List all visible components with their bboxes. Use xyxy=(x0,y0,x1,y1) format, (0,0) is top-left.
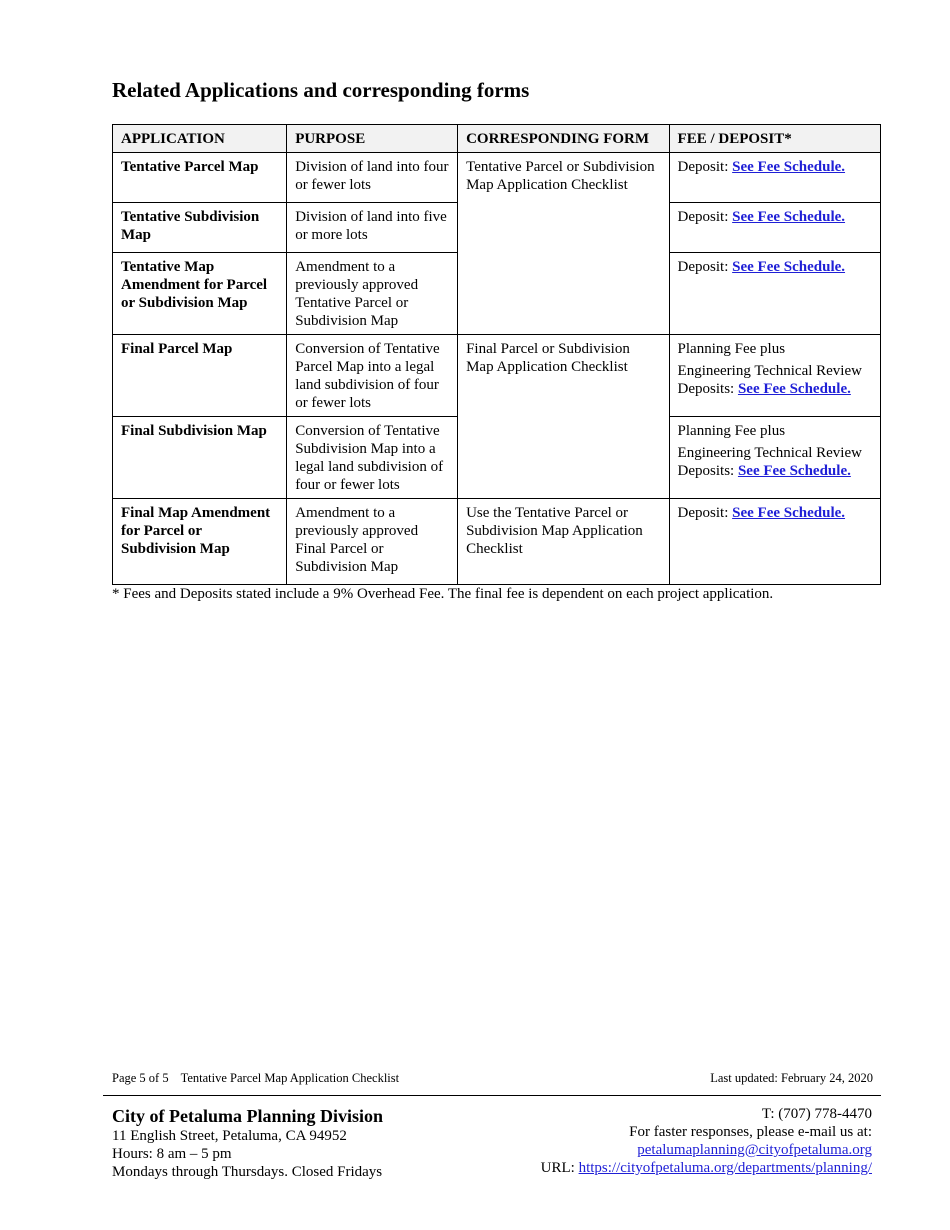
page-footer-meta xyxy=(112,1071,873,1086)
page-number: Page 5 of 5 xyxy=(112,1071,169,1085)
fee-engineering-text: Engineering Technical Review Deposits: xyxy=(677,363,862,397)
website-link[interactable]: https://cityofpetaluma.org/departments/planning/ xyxy=(578,1160,872,1176)
fee-footnote: * Fees and Deposits stated include a 9% Overhead Fee. The final fee is dependent on each project application. xyxy=(112,586,774,602)
fee-prefix: Deposit: xyxy=(677,209,729,225)
footer-divider xyxy=(103,1095,881,1096)
header-form: CORRESPONDING FORM xyxy=(458,125,669,153)
fee-line-planning: Planning Fee plus xyxy=(677,341,786,357)
table-header-row xyxy=(113,125,881,153)
purpose-cell: Conversion of Tentative Parcel Map into a legal land subdivision of four or fewer lots xyxy=(287,335,458,417)
purpose-cell: Division of land into four or fewer lots xyxy=(287,153,458,203)
application-cell: Final Map Amendment for Parcel or Subdivision Map xyxy=(113,499,287,585)
form-cell-final: Final Parcel or Subdivision Map Application Checklist xyxy=(458,335,669,499)
document-title: Tentative Parcel Map Application Checklist xyxy=(180,1071,400,1085)
application-cell: Final Subdivision Map xyxy=(113,417,287,499)
fee-cell xyxy=(669,499,880,585)
application-cell: Tentative Map Amendment for Parcel or Subdivision Map xyxy=(113,253,287,335)
fee-cell xyxy=(669,203,880,253)
page-title: Related Applications and corresponding forms xyxy=(112,78,530,102)
fee-engineering-text: Engineering Technical Review Deposits: xyxy=(677,445,862,479)
email-link[interactable]: petalumaplanning@cityofpetaluma.org xyxy=(637,1142,872,1158)
header-fee: FEE / DEPOSIT* xyxy=(669,125,880,153)
fee-schedule-link[interactable]: See Fee Schedule. xyxy=(732,259,846,275)
purpose-cell: Amendment to a previously approved Tentative Parcel or Subdivision Map xyxy=(287,253,458,335)
fee-line-engineering xyxy=(678,444,872,480)
applications-table xyxy=(112,124,881,585)
header-application: APPLICATION xyxy=(113,125,287,153)
footer-contact-right xyxy=(541,1105,872,1177)
phone: T: (707) 778-4470 xyxy=(761,1106,872,1122)
fee-line-planning: Planning Fee plus xyxy=(677,423,786,439)
fee-cell xyxy=(669,253,880,335)
purpose-cell: Conversion of Tentative Subdivision Map into a legal land subdivision of four or fewer lots xyxy=(287,417,458,499)
fee-schedule-link[interactable]: See Fee Schedule. xyxy=(732,159,846,175)
table-row xyxy=(113,153,881,203)
form-cell-amendment: Use the Tentative Parcel or Subdivision Map Application Checklist xyxy=(458,499,669,585)
fee-schedule-link[interactable]: See Fee Schedule. xyxy=(732,505,846,521)
purpose-cell: Amendment to a previously approved Final Parcel or Subdivision Map xyxy=(287,499,458,585)
fee-schedule-link[interactable]: See Fee Schedule. xyxy=(737,463,851,479)
last-updated: Last updated: February 24, 2020 xyxy=(710,1071,873,1085)
fee-cell xyxy=(669,153,880,203)
table-row xyxy=(113,335,881,417)
form-cell-tentative: Tentative Parcel or Subdivision Map Application Checklist xyxy=(458,153,669,335)
fee-prefix: Deposit: xyxy=(677,159,729,175)
application-cell: Tentative Parcel Map xyxy=(113,153,287,203)
organization-name: City of Petaluma Planning Division xyxy=(112,1106,384,1126)
fee-cell xyxy=(669,417,880,499)
fee-prefix: Deposit: xyxy=(677,505,729,521)
fee-schedule-link[interactable]: See Fee Schedule. xyxy=(737,381,851,397)
application-cell: Tentative Subdivision Map xyxy=(113,203,287,253)
header-purpose: PURPOSE xyxy=(287,125,458,153)
footer-contact-left xyxy=(112,1105,383,1181)
address: 11 English Street, Petaluma, CA 94952 xyxy=(112,1128,347,1144)
fee-line-engineering xyxy=(678,362,872,398)
purpose-cell: Division of land into five or more lots xyxy=(287,203,458,253)
fee-cell xyxy=(669,335,880,417)
fee-prefix: Deposit: xyxy=(677,259,729,275)
application-cell: Final Parcel Map xyxy=(113,335,287,417)
fee-schedule-link[interactable]: See Fee Schedule. xyxy=(732,209,846,225)
days: Mondays through Thursdays. Closed Fridays xyxy=(112,1164,383,1180)
hours: Hours: 8 am – 5 pm xyxy=(112,1146,232,1162)
url-label: URL: xyxy=(540,1160,575,1176)
table-row xyxy=(113,499,881,585)
email-prompt: For faster responses, please e-mail us at: xyxy=(629,1124,872,1140)
